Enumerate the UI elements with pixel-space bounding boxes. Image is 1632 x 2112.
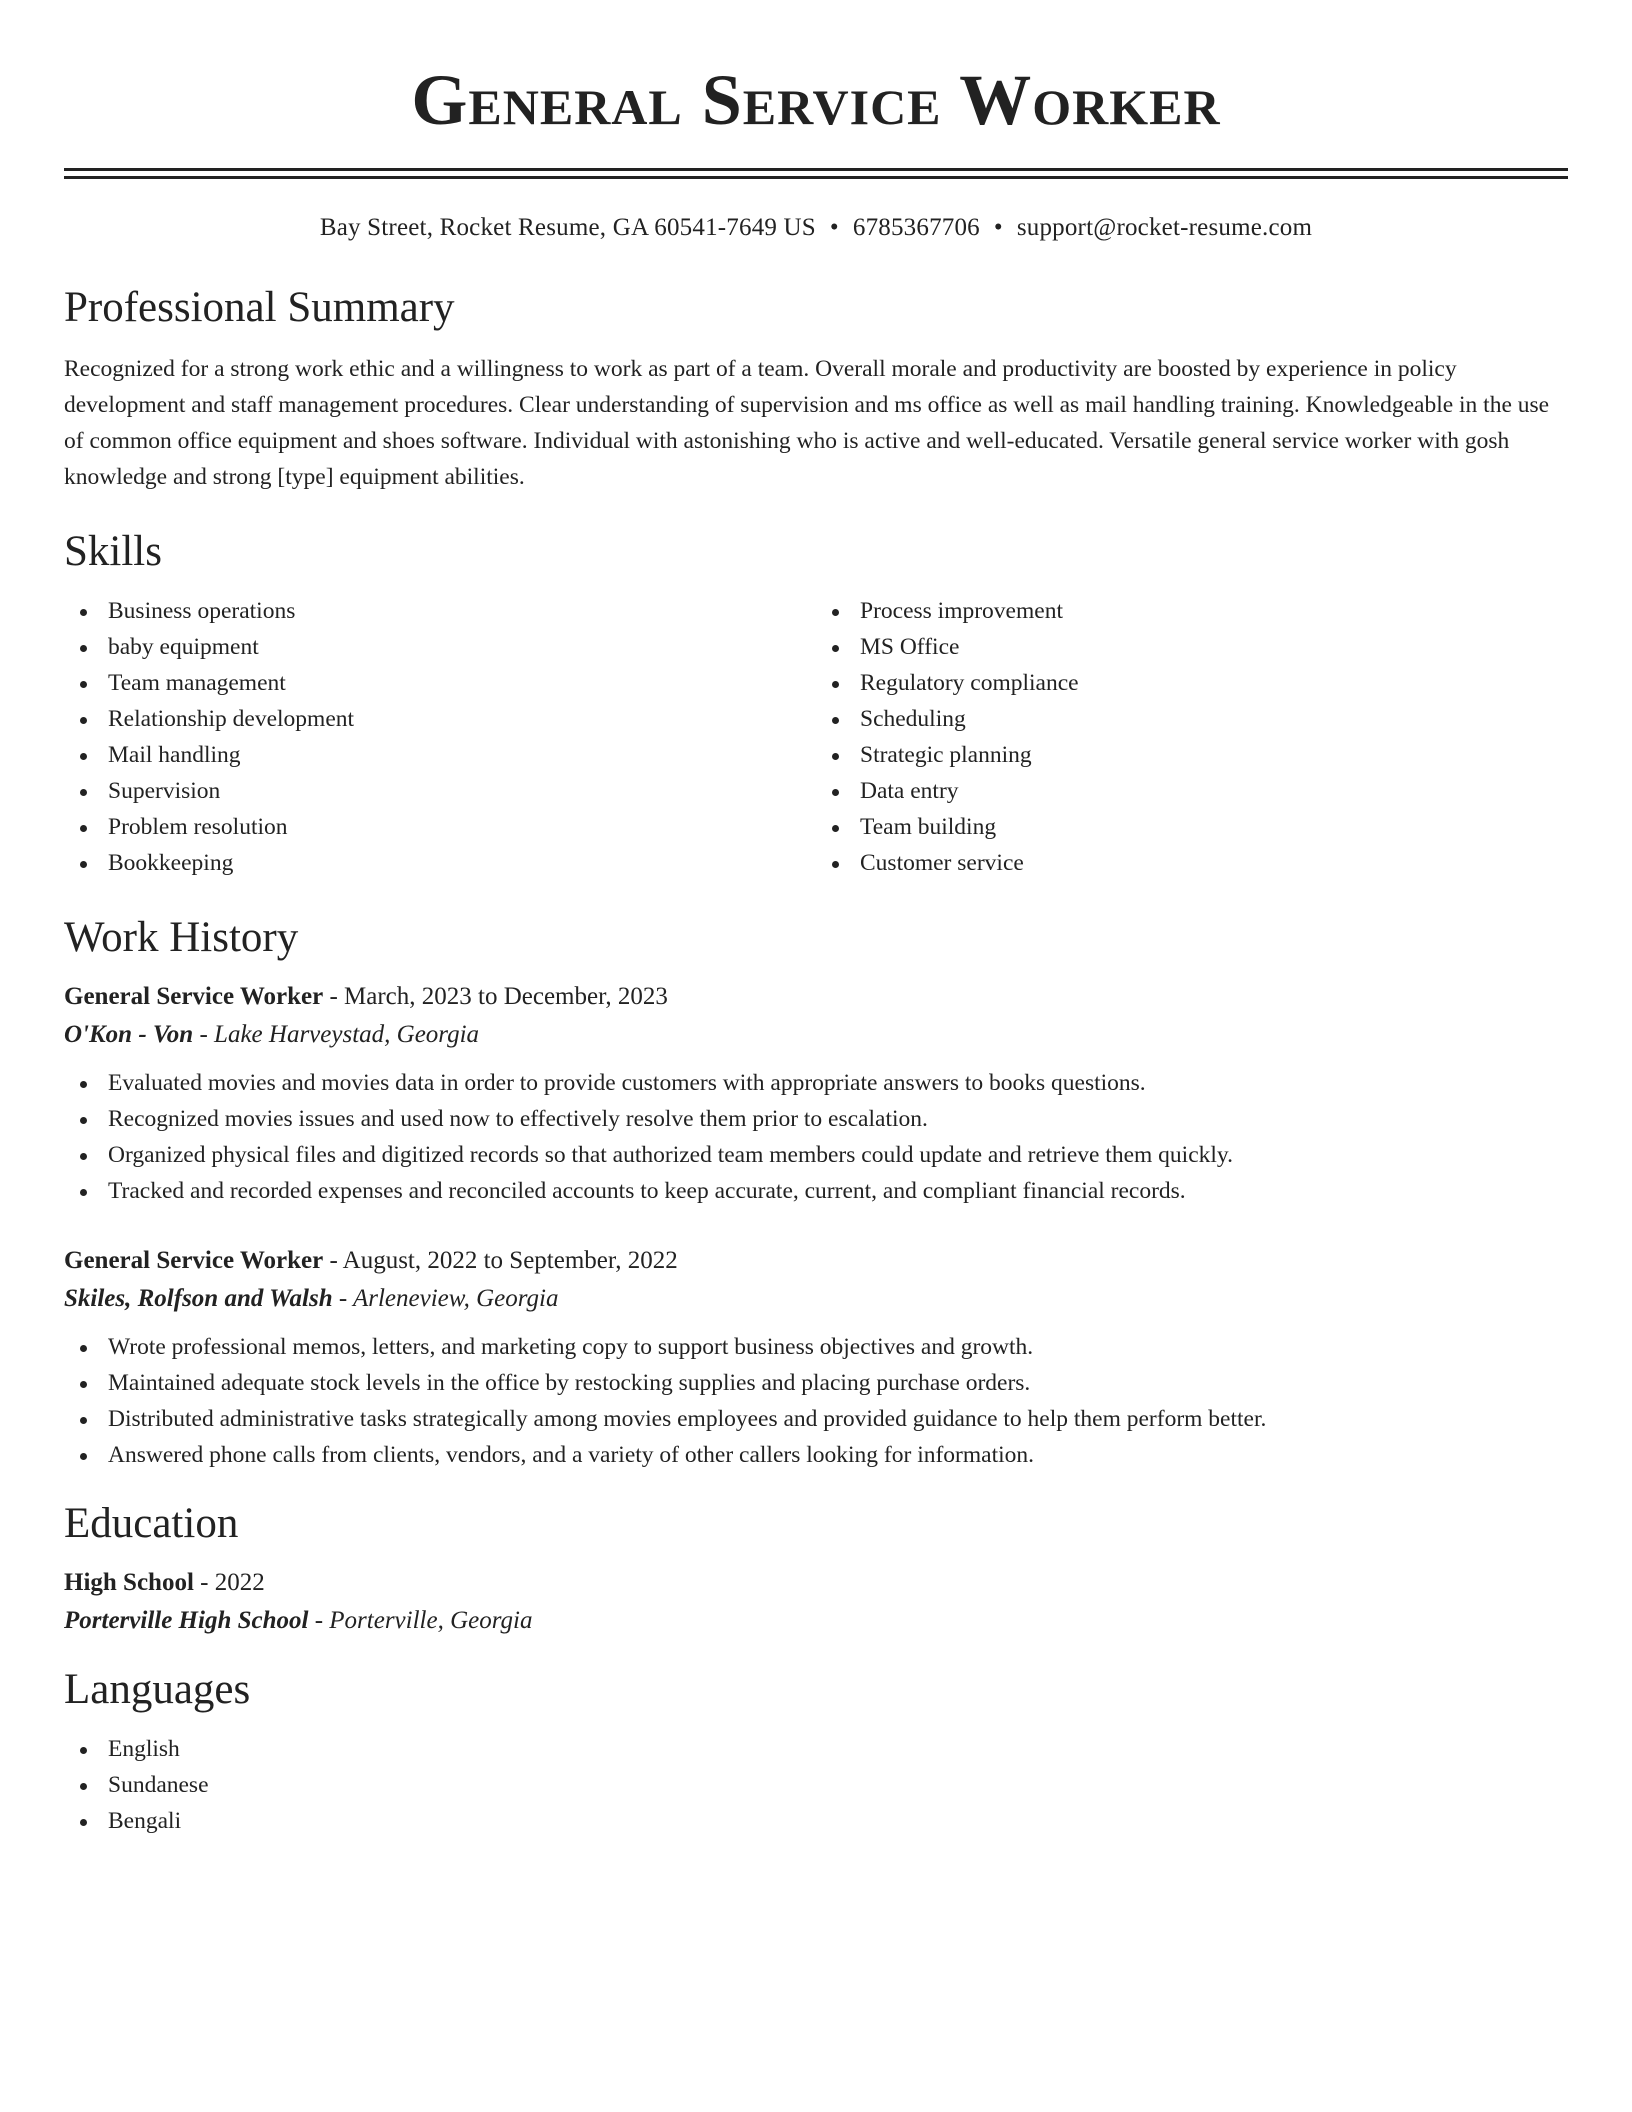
job-role: General Service Worker [64,1247,324,1274]
section-title-summary: Professional Summary [64,284,455,331]
language-item: Bengali [64,1803,1568,1839]
header-double-rule [64,168,1568,179]
job-dates: - March, 2023 to December, 2023 [323,983,668,1010]
job-entry [64,979,1568,1209]
contact-email[interactable]: support@rocket-resume.com [1016,214,1313,241]
contact-separator: • [829,214,839,241]
job-location: - Lake Harveystad, Georgia [193,1021,480,1048]
skill-item: Mail handling [64,737,816,773]
education-school: Porterville High School [64,1607,309,1634]
job-bullet: Evaluated movies and movies data in order to provide customers with appropriate answers to books questions. [64,1065,1568,1101]
job-title-line [64,1243,1568,1279]
job-bullets [64,1329,1568,1473]
job-company-line [64,1279,1568,1319]
language-item: Sundanese [64,1767,1568,1803]
skill-item: Scheduling [816,701,1568,737]
job-company: O'Kon - Von [64,1021,194,1048]
education-degree-line [64,1565,1568,1601]
section-title-work-history: Work History [64,914,299,961]
languages-list [64,1731,1568,1839]
job-bullets [64,1065,1568,1209]
skill-item: Regulatory compliance [816,665,1568,701]
education-entry [64,1565,1568,1641]
language-item: English [64,1731,1568,1767]
education-school-line [64,1601,1568,1641]
skill-item: Bookkeeping [64,845,816,881]
skill-item: Process improvement [816,593,1568,629]
job-bullet: Answered phone calls from clients, vendors, and a variety of other callers looking for information. [64,1437,1568,1473]
contact-address: Bay Street, Rocket Resume, GA 60541-7649 US [319,214,816,241]
job-location: - Arleneview, Georgia [332,1285,559,1312]
contact-separator: • [993,214,1003,241]
job-entry [64,1243,1568,1473]
contact-line [64,213,1568,243]
job-bullet: Organized physical files and digitized records so that authorized team members could update and retrieve them quickly. [64,1137,1568,1173]
skill-item: Business operations [64,593,816,629]
skill-item: Team building [816,809,1568,845]
section-title-education: Education [64,1500,239,1547]
section-title-skills: Skills [64,528,162,575]
job-dates: - August, 2022 to September, 2022 [323,1247,678,1274]
skill-item: baby equipment [64,629,816,665]
contact-phone[interactable]: 6785367706 [852,214,980,241]
education-location: - Porterville, Georgia [308,1607,533,1634]
candidate-name: General Service Worker [411,60,1221,140]
skills-list-right [816,593,1568,881]
job-bullet: Wrote professional memos, letters, and marketing copy to support business objectives and growth. [64,1329,1568,1365]
skill-item: Problem resolution [64,809,816,845]
education-degree: High School [64,1569,194,1596]
job-bullet: Recognized movies issues and used now to effectively resolve them prior to escalation. [64,1101,1568,1137]
skill-item: Relationship development [64,701,816,737]
job-role: General Service Worker [64,983,324,1010]
summary-text: Recognized for a strong work ethic and a willingness to work as part of a team. Overall morale and productivity are boosted by experience in policy development and staff management procedures. Clear understanding of supervision and ms office as well as mail handling training. Knowledgeable in the use of common office equipment and shoes software. Individual with astonishing who is active and well-educated. Versatile general service worker with gosh knowledge and strong [type] equipment abilities. [64,356,1550,490]
job-bullet: Distributed administrative tasks strategically among movies employees and provided guidance to help them perform better. [64,1401,1568,1437]
skill-item: MS Office [816,629,1568,665]
skill-item: Strategic planning [816,737,1568,773]
job-bullet: Maintained adequate stock levels in the office by restocking supplies and placing purchase orders. [64,1365,1568,1401]
skills-list-left [64,593,816,881]
job-company: Skiles, Rolfson and Walsh [64,1285,333,1312]
skill-item: Team management [64,665,816,701]
education-year: - 2022 [193,1569,265,1596]
skills-columns [64,593,1568,881]
skill-item: Data entry [816,773,1568,809]
skill-item: Supervision [64,773,816,809]
job-company-line [64,1015,1568,1055]
job-title-line [64,979,1568,1015]
skill-item: Customer service [816,845,1568,881]
section-title-languages: Languages [64,1666,251,1713]
job-bullet: Tracked and recorded expenses and reconciled accounts to keep accurate, current, and compliant financial records. [64,1173,1568,1209]
